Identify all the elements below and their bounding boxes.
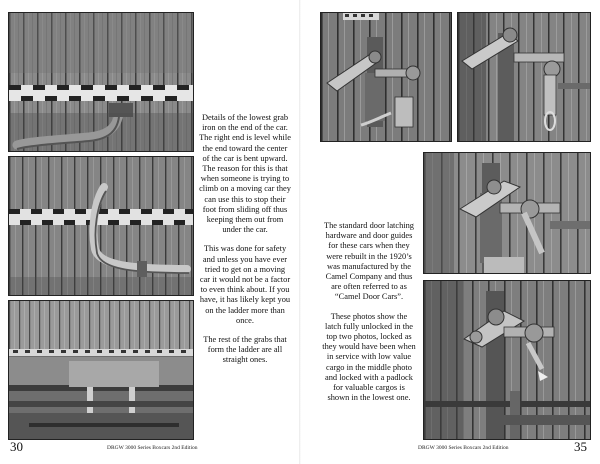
right-caption-paragraph-2: These photos show the latch fully unlocked in the top two photos, locked as they would have been when in service with low value cargo in the middle photo and locked with a padlock for valuable cargos is shown in the lowest one. (322, 311, 416, 403)
photo-grab-iron-top (8, 12, 194, 152)
left-caption-paragraph-3: The rest of the grabs that form the ladder are all straight ones. (203, 335, 287, 365)
right-page (300, 0, 600, 464)
photo-grab-iron-underframe (8, 300, 194, 440)
left-page-number: 30 (10, 439, 23, 454)
right-footer: DRGW 3000 Series Boxcars 2nd Edition (418, 445, 509, 451)
photo-latch-unlocked-2 (457, 12, 591, 142)
photo-latch-unlocked-1 (320, 12, 452, 142)
right-caption-paragraph-1: The standard door latching hardware and door guides for these cars when they were rebuilt in the 1920’s was manufactured by the Camel Company and thus are often referred to as “Camel Door Cars”. (323, 221, 414, 302)
left-footer: DRGW 3000 Series Boxcars 2nd Edition (107, 445, 198, 451)
left-caption-paragraph-2: This was done for safety and unless you have ever tried to get on a moving car it would not be a factor to even think about. If you have, it has likely kept you on the ladder more than once. (199, 244, 291, 325)
photo-grab-iron-bent (8, 156, 194, 296)
right-page-number: 35 (574, 439, 587, 454)
photo-latch-padlocked (423, 280, 591, 440)
photo-latch-locked (423, 152, 591, 274)
right-caption (322, 221, 416, 412)
left-caption (199, 113, 291, 375)
left-caption-paragraph-1: Details of the lowest grab iron on the end of the car. The right end is level while the end toward the center of the car is bent upward. The reason for this is that when someone is trying to climb on a moving car they can use this to stop their foot from sliding off thus keeping them out from under the car. (199, 113, 291, 235)
